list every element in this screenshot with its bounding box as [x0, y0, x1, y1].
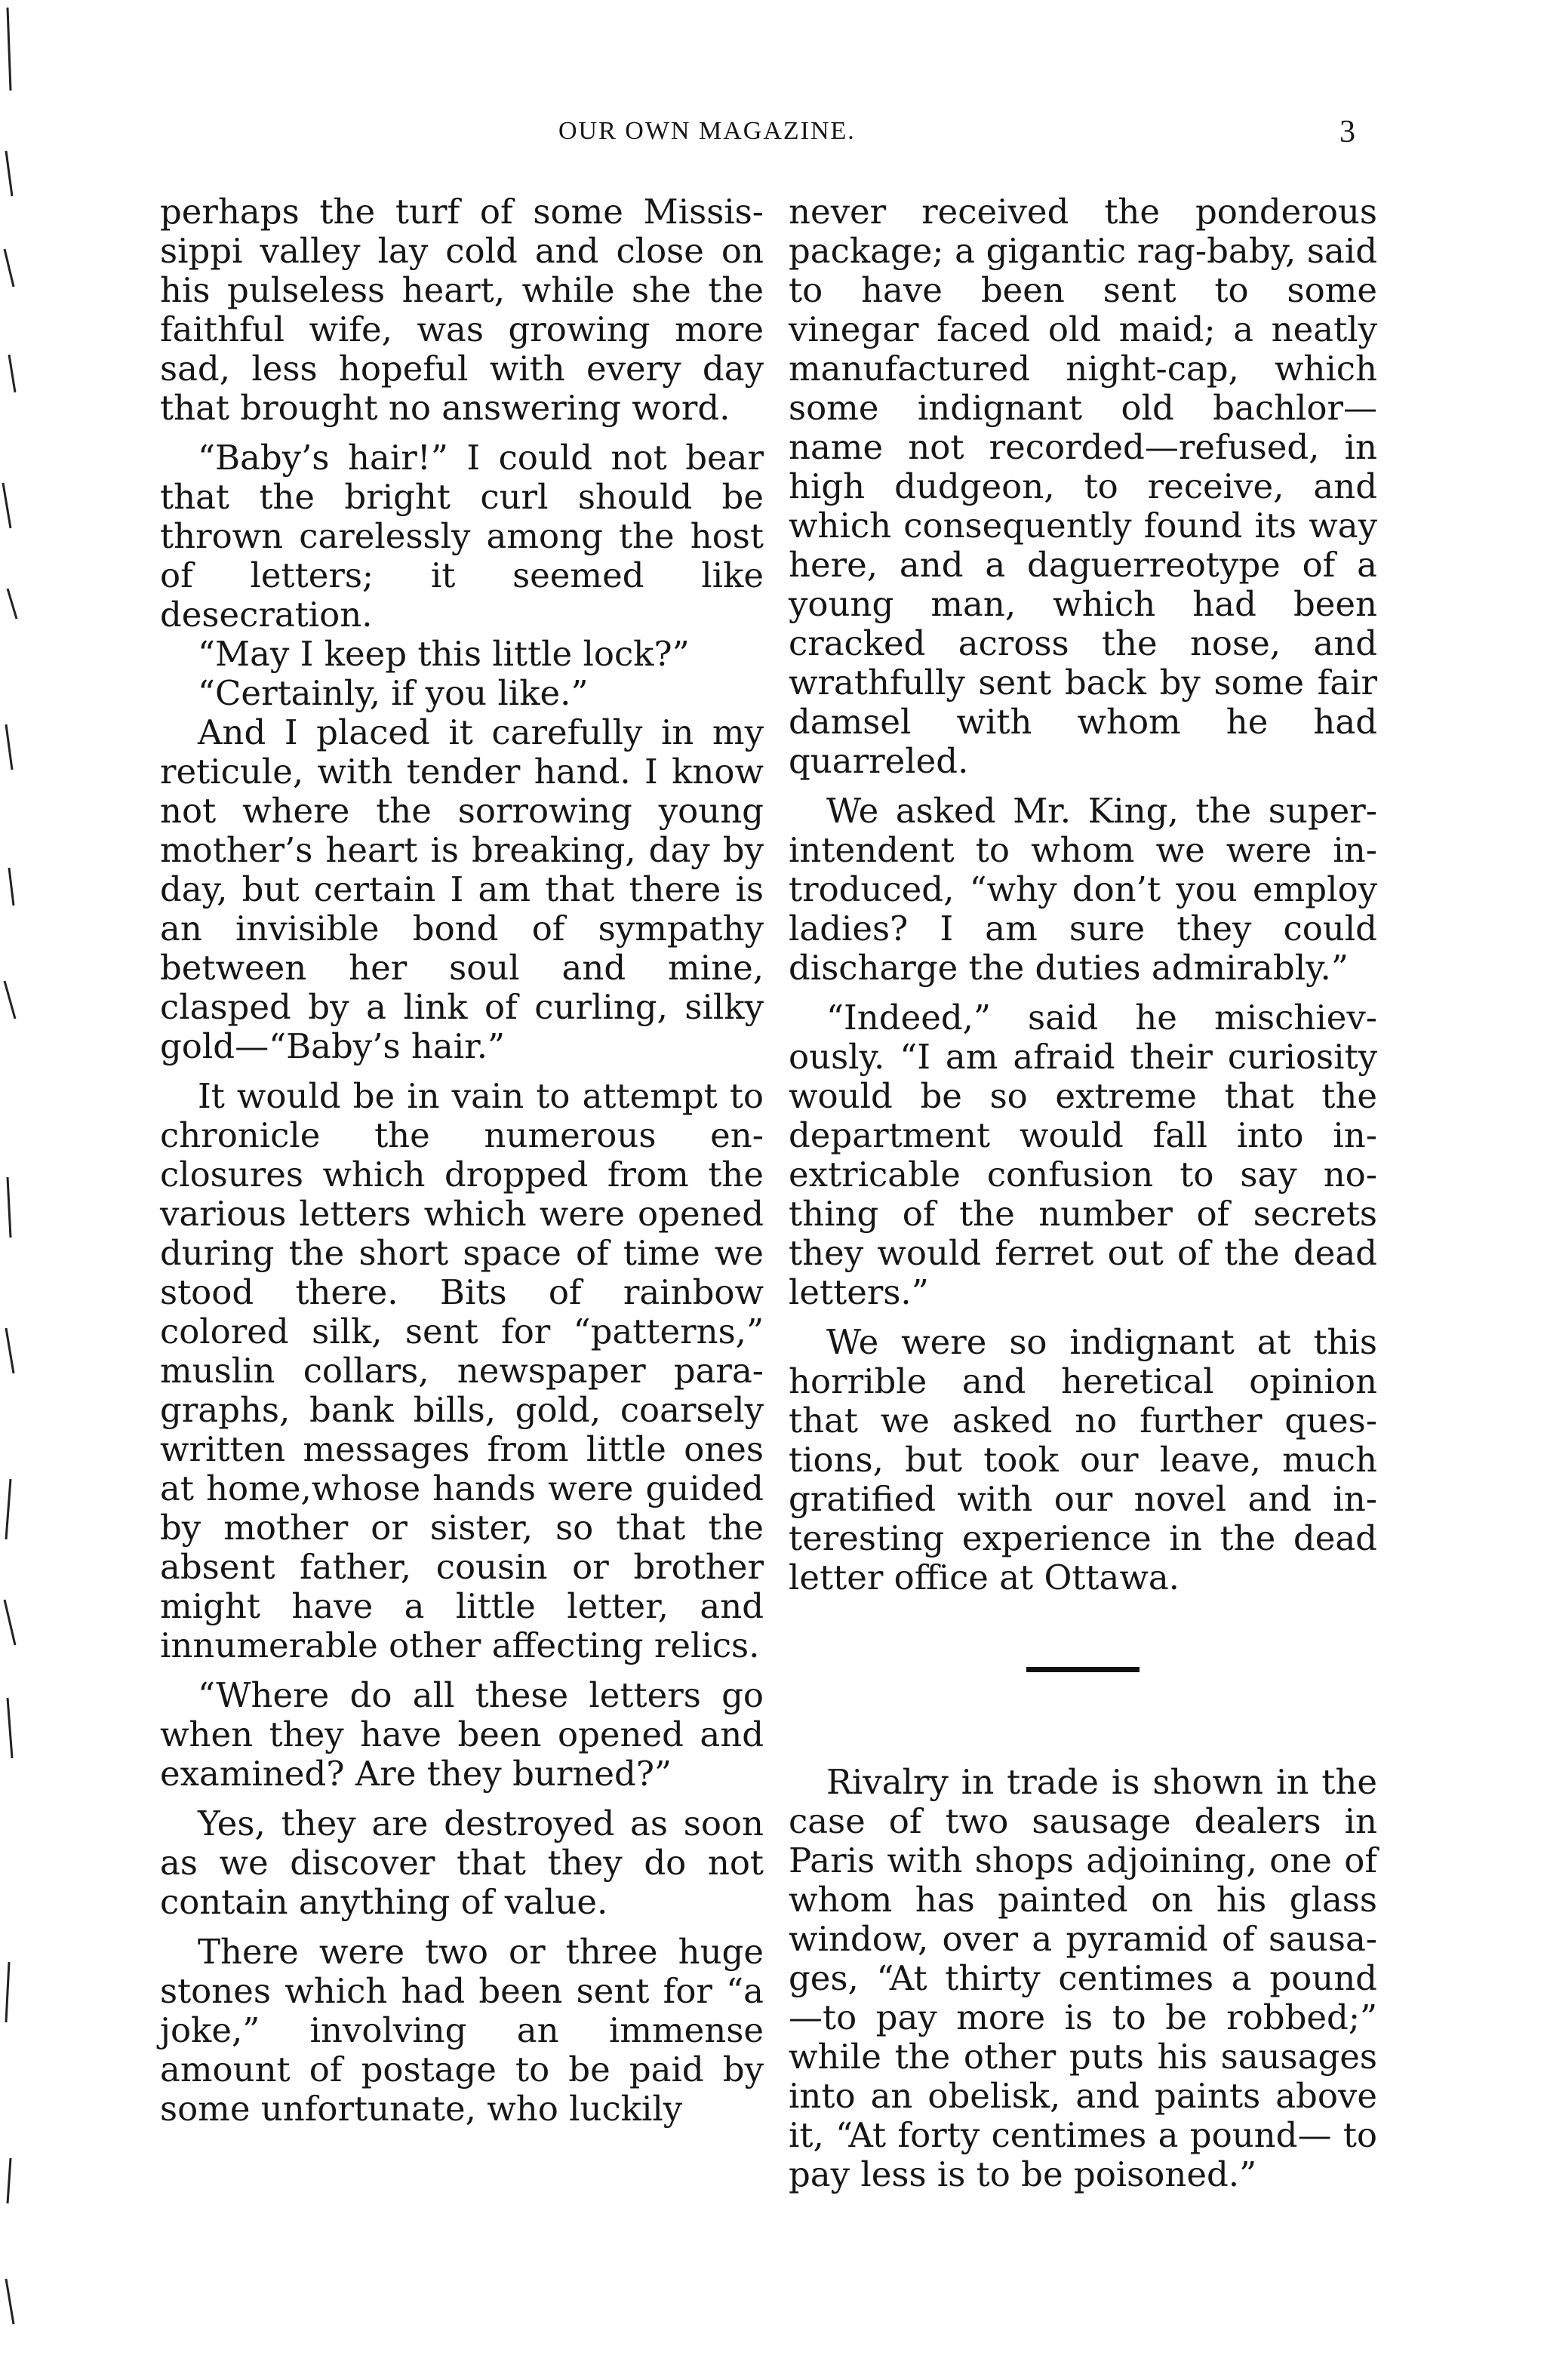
paragraph: It would be in vain to attempt to chronicle the numerous enclosures which dropped from the various letters which were opened during the short space of time we stood there. Bits of rainbow colored silk, sent for “patterns,” muslin collars, newspaper paragraphs, bank bills, gold, coarsely written messages from little ones at home,whose hands were guided by mother or sister, so that the absent father, cousin or brother might have a little letter, and innumerable other affecting relics.: [160, 1076, 764, 1665]
paragraph: “Indeed,” said he mischievously. “I am afraid their curiosity would be so extreme that the department would fall into inextricable confusion to say nothing of the number of secrets they would ferret out of the dead letters.”: [789, 998, 1377, 1312]
paragraph: never received the ponderous package; a gigantic rag-baby, said to have been sent to some vinegar faced old maid; a neatly manufactured night-cap, which some indignant old bachlor—name not recorded—refused, in high dudgeon, to receive, and which consequently found its way here, and a daguerreotype of a young man, which had been cracked across the nose, and wrathfully sent back by some fair damsel with whom he had quarreled.: [789, 192, 1377, 781]
scan-noise-icon: [0, 0, 68, 2377]
paragraph: Yes, they are destroyed as soon as we discover that they do not contain anything of value.: [160, 1803, 764, 1922]
left-margin-scan-marks: [0, 0, 68, 2377]
section-divider: [1026, 1667, 1140, 1672]
paragraph: There were two or three huge stones which had been sent for “a joke,” involving an immense amount of postage to be paid by some unfortunate, who luckily: [160, 1932, 764, 2129]
paragraph: And I placed it carefully in my reticule, with tender hand. I know not where the sorrowing young mother’s heart is breaking, day by day, but certain I am that there is an invisible bond of sympathy between her soul and mine, clasped by a link of curling, silky gold—“Baby’s hair.”: [160, 712, 764, 1066]
paragraph: perhaps the turf of some Mississippi valley lay cold and close on his pulseless heart, while she the faithful wife, was growing more sad, less hopeful with every day that brought no answering word.: [160, 192, 764, 428]
page-number: 3: [1339, 115, 1355, 149]
right-column: [789, 192, 1377, 2205]
paragraph: We asked Mr. King, the superintendent to whom we were introduced, “why don’t you employ ladies? I am sure they could discharge the duties admirably.”: [789, 791, 1377, 988]
paragraph: We were so indignant at this horrible and heretical opinion that we asked no further questions, but took our leave, much gratified with our novel and interesting experience in the dead letter office at Ottawa.: [789, 1322, 1377, 1597]
paragraph: “May I keep this little lock?”: [198, 634, 690, 674]
paragraph: “Baby’s hair!” I could not bear that the bright curl should be thrown carelessly among the host of letters; it seemed like desecration.: [160, 438, 764, 635]
page-header: [0, 117, 1544, 162]
left-column: [160, 192, 764, 2139]
paragraph: Rivalry in trade is shown in the case of two sausage dealers in Paris with shops adjoining, one of whom has painted on his glass window, over a pyramid of sausages, “At thirty centimes a pound —to pay more is to be robbed;” while the other puts his sausages into an obelisk, and paints above it, “At forty centimes a pound— to pay less is to be poisoned.”: [789, 1762, 1377, 2194]
paragraph: “Where do all these letters go when they have been opened and examined? Are they burned?”: [160, 1675, 764, 1794]
paragraph: “Certainly, if you like.”: [198, 673, 589, 713]
running-title: OUR OWN MAGAZINE.: [558, 117, 856, 145]
